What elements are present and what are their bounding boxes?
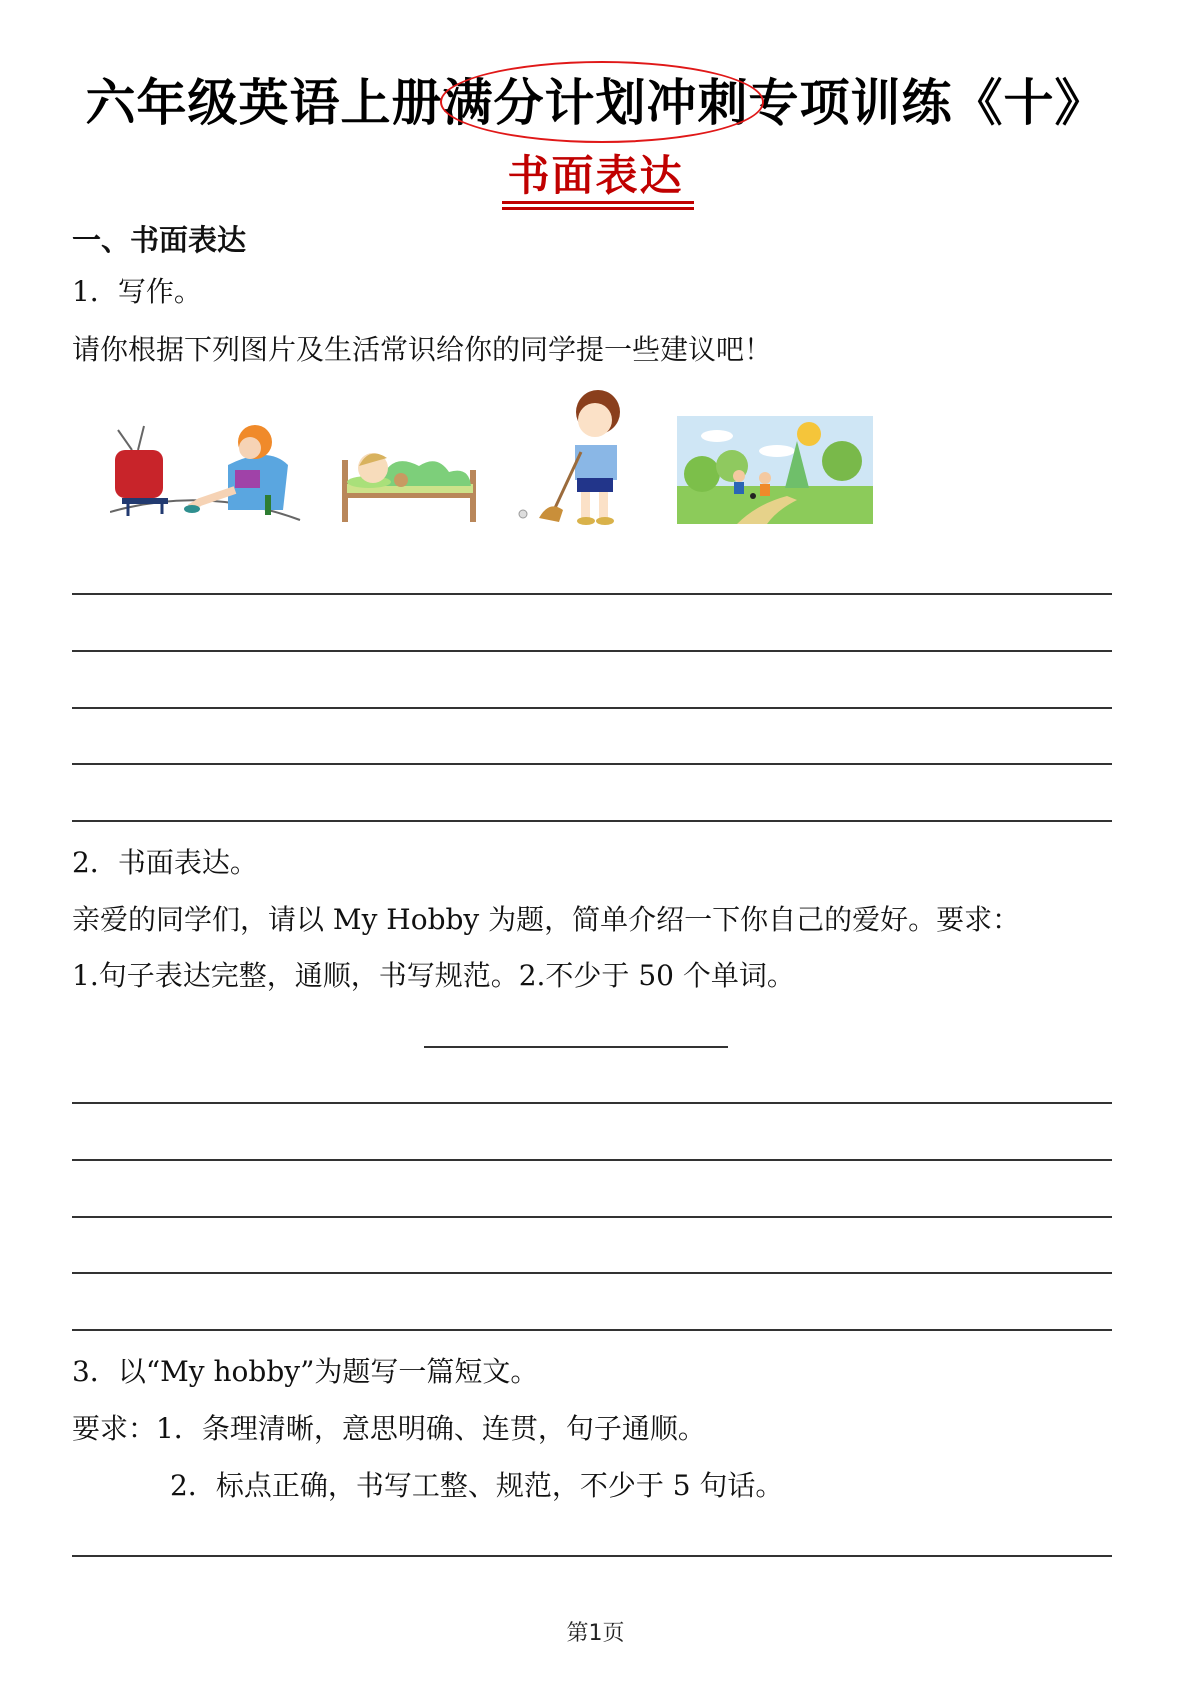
q3-answer-line-1[interactable] — [72, 1555, 1112, 1557]
boy-sweeping-image — [513, 390, 643, 530]
title-circled: 满分计划冲刺 — [442, 74, 749, 132]
q1-answer-line-1[interactable] — [72, 593, 1112, 595]
q2-answer-line-5[interactable] — [72, 1329, 1112, 1331]
subtitle-underline-top — [502, 201, 694, 204]
page-subtitle: 书面表达 — [507, 151, 684, 200]
q2-title-blank[interactable] — [424, 1046, 728, 1048]
q3-requirement-line-1: 要求：1．条理清晰，意思明确、连贯，句子通顺。 — [72, 1412, 706, 1445]
boy-watching-tv-image — [110, 390, 305, 530]
kids-playing-park-image — [677, 416, 873, 524]
q2-answer-line-3[interactable] — [72, 1216, 1112, 1218]
title-suffix: 专项训练《十》 — [748, 74, 1106, 132]
red-circle-annotation — [440, 61, 764, 143]
q1-answer-line-5[interactable] — [72, 820, 1112, 822]
boy-sleeping-image — [339, 390, 479, 530]
q1-prompt: 请你根据下列图片及生活常识给你的同学提一些建议吧！ — [72, 333, 773, 366]
q2-answer-line-2[interactable] — [72, 1159, 1112, 1161]
section-heading: 一、书面表达 — [72, 223, 247, 257]
q1-number-label: 1．写作。 — [72, 275, 202, 308]
title-prefix: 六年级英语上册 — [85, 74, 443, 132]
q1-answer-line-2[interactable] — [72, 650, 1112, 652]
q1-answer-line-4[interactable] — [72, 763, 1112, 765]
q2-prompt-line-1: 亲爱的同学们，请以 My Hobby 为题，简单介绍一下你自己的爱好。要求： — [72, 903, 1021, 936]
q3-number-label: 3．以“My hobby”为题写一篇短文。 — [72, 1355, 539, 1388]
page-number: 第1页 — [566, 1621, 625, 1646]
q3-requirement-line-2: 2．标点正确，书写工整、规范，不少于 5 句话。 — [170, 1469, 784, 1502]
q2-number-label: 2．书面表达。 — [72, 846, 258, 879]
q2-prompt-line-2: 1.句子表达完整，通顺，书写规范。2.不少于 50 个单词。 — [72, 959, 795, 992]
q1-picture-row — [110, 390, 873, 530]
subtitle-underline-bottom — [502, 207, 694, 210]
q1-answer-line-3[interactable] — [72, 707, 1112, 709]
q2-answer-line-4[interactable] — [72, 1272, 1112, 1274]
q2-answer-line-1[interactable] — [72, 1102, 1112, 1104]
